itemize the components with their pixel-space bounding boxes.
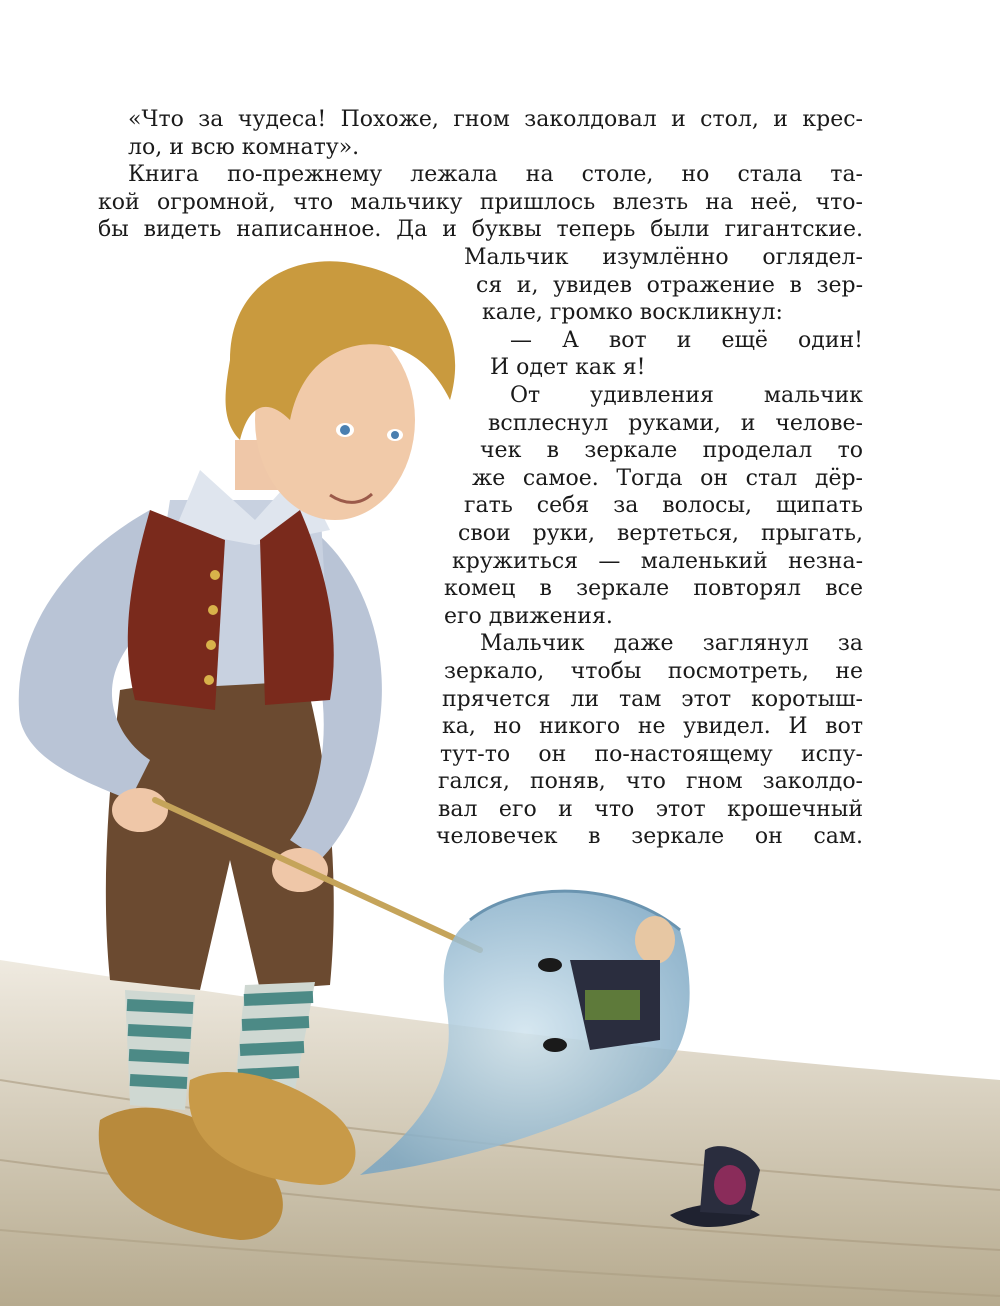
- text-line: всплеснул руками, и челове-: [488, 410, 863, 436]
- text-line: его движения.: [444, 603, 613, 629]
- text-line: кружиться — маленький незна-: [452, 548, 863, 574]
- text-line: вал его и что этот крошечный: [438, 796, 863, 822]
- text-line: человечек в зеркале он сам.: [436, 824, 863, 850]
- text-line: свои руки, вертеться, прыгать,: [458, 520, 863, 546]
- text-line: Книга по-прежнему лежала на столе, но стала та-: [128, 162, 863, 188]
- text-line: зеркало, чтобы посмотреть, не: [444, 658, 863, 684]
- text-line: Мальчик даже заглянул за: [480, 631, 863, 657]
- text-line: прячется ли там этот коротыш-: [442, 686, 863, 712]
- side-paragraphs: [436, 244, 863, 851]
- text-line: комец в зеркале повторял все: [444, 576, 863, 602]
- text-line: чек в зеркале проделал то: [480, 438, 863, 464]
- text-line: кой огромной, что мальчику пришлось влезть на неё, что-: [98, 189, 863, 215]
- top-paragraphs: [98, 106, 863, 244]
- text-line: — А вот и ещё один!: [510, 327, 863, 353]
- text-line: тут-то он по-настоящему испу-: [440, 741, 863, 767]
- text-line: же самое. Тогда он стал дёр-: [472, 465, 863, 491]
- text-line: ся и, увидев отражение в зер-: [476, 272, 863, 298]
- text-line: гать себя за волосы, щипать: [464, 493, 863, 519]
- text-line: гался, поняв, что гном заколдо-: [438, 769, 863, 795]
- text-line: ка, но никого не увидел. И вот: [442, 714, 863, 740]
- text-line: бы видеть написанное. Да и буквы теперь были гигантские.: [98, 217, 863, 243]
- text-line: Мальчик изумлённо оглядел-: [464, 245, 863, 270]
- text-line: И одет как я!: [490, 355, 646, 381]
- text-line: ло, и всю комнату».: [128, 134, 360, 160]
- text-line: От удивления мальчик: [510, 382, 863, 408]
- text-line: «Что за чудеса! Похоже, гном заколдовал и стол, и крес-: [128, 107, 863, 132]
- text-line: кале, громко воскликнул:: [482, 300, 783, 326]
